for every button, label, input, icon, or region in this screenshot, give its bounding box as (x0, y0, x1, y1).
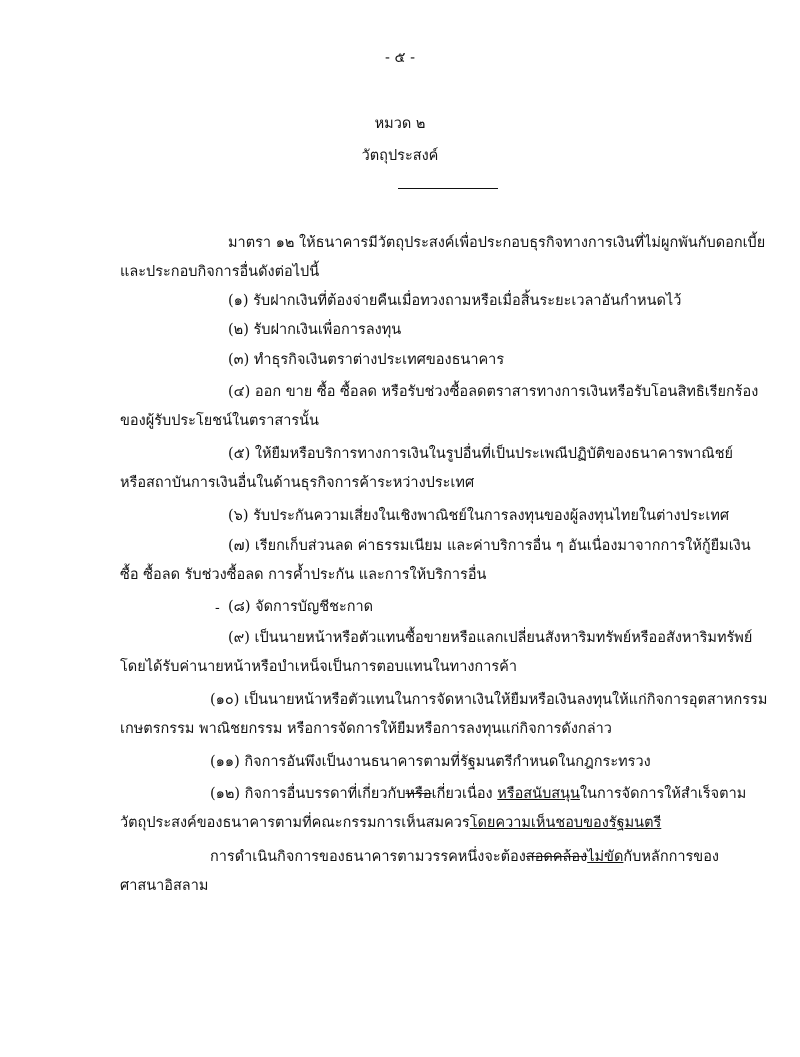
item-5-line1: (๕) ให้ยืมหรือบริการทางการเงินในรูปอื่นที่เป็นประเพณีปฏิบัติของธนาคารพาณิชย์ (228, 446, 734, 462)
closing-line2: ศาสนาอิสลาม (120, 878, 209, 894)
item-4-line1: (๔) ออก ขาย ซื้อ ซื้อลด หรือรับช่วงซื้อลดตราสารทางการเงินหรือรับโอนสิทธิเรียกร้อง (228, 384, 759, 400)
item-7-line2: ซื้อ ซื้อลด รับช่วงซื้อลด การค้ำประกัน และการให้บริการอื่น (120, 567, 487, 583)
item-1: (๑) รับฝากเงินที่ต้องจ่ายคืนเมื่อทวงถามหรือเมื่อสิ้นระยะเวลาอันกำหนดไว้ (228, 293, 682, 309)
item-12-line2-text: วัตถุประสงค์ของธนาคารตามที่คณะกรรมการเห็นสมควร (120, 815, 470, 831)
item-12-struck-text: หรือ (405, 786, 432, 802)
item-2: (๒) รับฝากเงินเพื่อการลงทุน (228, 322, 402, 338)
item-8: (๘) จัดการบัญชีชะกาด (228, 599, 374, 615)
item-12-inserted-text: หรือสนับสนุน (497, 786, 580, 802)
item-12-line1 (210, 784, 746, 804)
closing-inserted-text: ไม่ขัด (587, 849, 624, 865)
item-7-line1: (๗) เรียกเก็บส่วนลด ค่าธรรมเนียม และค่าบริการอื่น ๆ อันเนื่องมาจากการให้กู้ยืมเงิน (228, 538, 751, 554)
item-5-line2: หรือสถาบันการเงินอื่นในด้านธุรกิจการค้าระหว่างประเทศ (120, 475, 475, 491)
item-12-line2 (120, 813, 661, 833)
closing-struck-text: สอดคล้อง (525, 849, 588, 865)
item-12-line2-inserted-text: โดยความเห็นชอบของรัฐมนตรี (469, 815, 662, 831)
margin-mark: - (215, 600, 220, 616)
item-6: (๖) รับประกันความเสี่ยงในเชิงพาณิชย์ในการลงทุนของผู้ลงทุนไทยในต่างประเทศ (228, 508, 730, 524)
item-12-text-mid: เกี่ยวเนื่อง (431, 786, 498, 802)
item-12-text-pre: (๑๒) กิจการอื่นบรรดาที่เกี่ยวกับ (210, 786, 406, 802)
item-11: (๑๑) กิจการอันพึงเป็นงานธนาคารตามที่รัฐมนตรีกำหนดในกฎกระทรวง (210, 754, 651, 770)
item-9-line1: (๙) เป็นนายหน้าหรือตัวแทนซื้อขายหรือแลกเปลี่ยนสังหาริมทรัพย์หรืออสังหาริมทรัพย์ (228, 630, 753, 646)
item-4-line2: ของผู้รับประโยชน์ในตราสารนั้น (120, 413, 319, 429)
item-10-line1: (๑๐) เป็นนายหน้าหรือตัวแทนในการจัดหาเงินให้ยืมหรือเงินลงทุนให้แก่กิจการอุตสาหกรรม (210, 692, 768, 708)
section-12-intro-line1: มาตรา ๑๒ ให้ธนาคารมีวัตถุประสงค์เพื่อประกอบธุรกิจทางการเงินที่ไม่ผูกพันกับดอกเบี้ย (228, 235, 766, 251)
item-9-line2: โดยได้รับค่านายหน้าหรือบำเหน็จเป็นการตอบแทนในทางการค้า (120, 659, 517, 675)
section-12-intro-line2: และประกอบกิจการอื่นดังต่อไปนี้ (120, 264, 320, 280)
item-10-line2: เกษตรกรรม พาณิชยกรรม หรือการจัดการให้ยืมหรือการลงทุนแก่กิจการดังกล่าว (120, 721, 612, 737)
title-divider (398, 188, 498, 189)
chapter-subtitle: วัตถุประสงค์ (361, 148, 439, 164)
page-number: - ๕ - (385, 50, 415, 66)
item-12-text-post: ในการจัดการให้สำเร็จตาม (579, 786, 747, 802)
closing-text-pre: การดำเนินกิจการของธนาคารตามวรรคหนึ่งจะต้อง (210, 849, 526, 865)
closing-text-post: กับหลักการของ (623, 849, 720, 865)
item-3: (๓) ทำธุรกิจเงินตราต่างประเทศของธนาคาร (228, 352, 505, 368)
chapter-title: หมวด ๒ (374, 116, 426, 132)
closing-line1 (210, 847, 719, 867)
